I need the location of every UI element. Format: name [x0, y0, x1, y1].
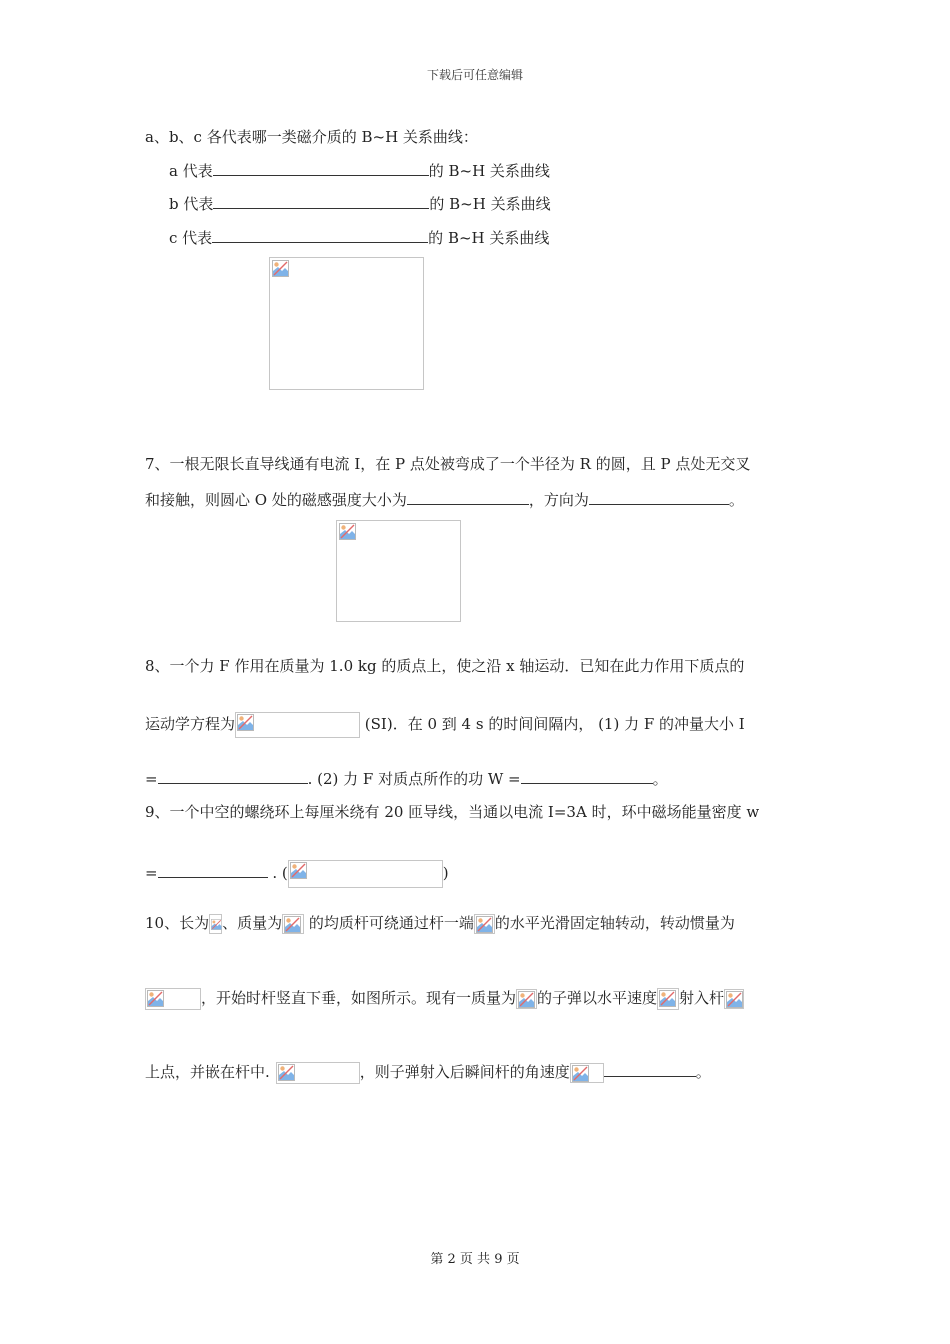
page-footer: 第 2 页 共 9 页	[430, 1252, 520, 1267]
answer-blank[interactable]	[521, 769, 653, 784]
q6-item-suffix: 的 B~H 关系曲线	[429, 195, 551, 213]
answer-blank[interactable]	[213, 161, 429, 176]
q9-line1: 9、一个中空的螺绕环上每厘米绕有 20 匝导线，当通以电流 I=3A 时，环中磁场能量密度 w	[145, 803, 760, 821]
broken-image-icon	[147, 990, 164, 1007]
q6-item-label: b 代表	[169, 195, 214, 213]
q9-text: )	[442, 864, 449, 882]
q10-text: 、质量为	[222, 914, 283, 932]
broken-image-icon	[237, 714, 254, 731]
q10-line1	[145, 913, 735, 933]
q7-text: 和接触，则圆心 O 处的磁感强度大小为	[145, 491, 407, 509]
symbol-image	[282, 914, 304, 934]
q6-item-label: a 代表	[169, 162, 213, 180]
q10-text: ，则子弹射入后瞬间杆的角速度	[359, 1063, 570, 1081]
symbol-image	[209, 914, 222, 934]
broken-image-icon	[290, 862, 307, 879]
q9-text: =	[145, 864, 158, 882]
equation-image	[235, 712, 360, 738]
q10-text: 射入杆	[679, 989, 725, 1007]
broken-image-icon	[476, 916, 493, 933]
answer-blank[interactable]	[158, 863, 268, 878]
broken-image-icon	[572, 1065, 589, 1082]
broken-image-icon	[211, 916, 222, 933]
unit-image	[288, 860, 443, 888]
answer-blank[interactable]	[212, 228, 428, 243]
answer-blank[interactable]	[589, 490, 729, 505]
q8-line1: 8、一个力 F 作用在质量为 1.0 kg 的质点上，使之沿 x 轴运动．已知在此力作用下质点的	[145, 657, 745, 675]
q7-text: 。	[728, 491, 744, 509]
bh-curve-figure	[269, 257, 424, 390]
q10-text: 的水平光滑固定轴转动，转动惯量为	[494, 914, 735, 932]
q8-line2	[145, 712, 745, 732]
q8-text: (SI)．在 0 到 4 s 的时间间隔内， (1) 力 F 的冲量大小 I	[360, 715, 745, 733]
answer-blank[interactable]	[604, 1062, 696, 1077]
q7-text: ，方向为	[528, 491, 589, 509]
q10-text: 的均质杆可绕通过杆一端	[304, 914, 474, 932]
broken-image-icon	[278, 1064, 295, 1081]
broken-image-icon	[726, 991, 743, 1008]
answer-blank[interactable]	[213, 194, 429, 209]
q10-text: ，开始时杆竖直下垂，如图所示。现有一质量为	[201, 989, 517, 1007]
symbol-image	[657, 988, 679, 1010]
q8-line3	[145, 769, 668, 789]
q10-text: 上点，并嵌在杆中.	[145, 1063, 270, 1081]
q8-text: . (2) 力 F 对质点所作的功 W =	[307, 770, 521, 788]
symbol-image	[516, 989, 537, 1009]
condition-image	[276, 1062, 360, 1084]
q8-text: 运动学方程为	[145, 715, 236, 733]
q7-line1: 7、一根无限长直导线通有电流 I，在 P 点处被弯成了一个半径为 R 的圆，且 P 点处无交叉	[145, 455, 751, 473]
broken-image-icon	[518, 991, 535, 1008]
omega-image	[570, 1063, 604, 1083]
broken-image-icon	[339, 523, 356, 540]
q6-item-c	[169, 228, 549, 248]
page-header: 下载后可任意编辑	[426, 68, 523, 82]
q7-line2	[145, 490, 744, 510]
q8-text: =	[145, 770, 158, 788]
answer-blank[interactable]	[407, 490, 529, 505]
q10-line3	[145, 1062, 711, 1082]
q6-item-label: c 代表	[169, 229, 213, 247]
q6-item-b	[169, 194, 551, 214]
q6-intro: a、b、c 各代表哪一类磁介质的 B~H 关系曲线：	[145, 128, 478, 146]
wire-circle-figure	[336, 520, 461, 622]
q8-text: 。	[652, 770, 668, 788]
q9-text: . (	[267, 864, 288, 882]
q10-text: 。	[695, 1063, 711, 1081]
q10-text: 的子弹以水平速度	[537, 989, 658, 1007]
q9-line2	[145, 860, 449, 880]
broken-image-icon	[659, 990, 676, 1007]
q6-item-a	[169, 161, 550, 181]
symbol-image	[724, 989, 744, 1009]
q6-item-suffix: 的 B~H 关系曲线	[428, 162, 550, 180]
moment-of-inertia-image	[145, 988, 201, 1010]
answer-blank[interactable]	[158, 769, 308, 784]
broken-image-icon	[272, 260, 289, 277]
q10-line2	[145, 988, 744, 1008]
broken-image-icon	[284, 916, 301, 933]
q10-text: 10、长为	[145, 914, 210, 932]
symbol-image	[474, 914, 495, 934]
q6-item-suffix: 的 B~H 关系曲线	[428, 229, 550, 247]
